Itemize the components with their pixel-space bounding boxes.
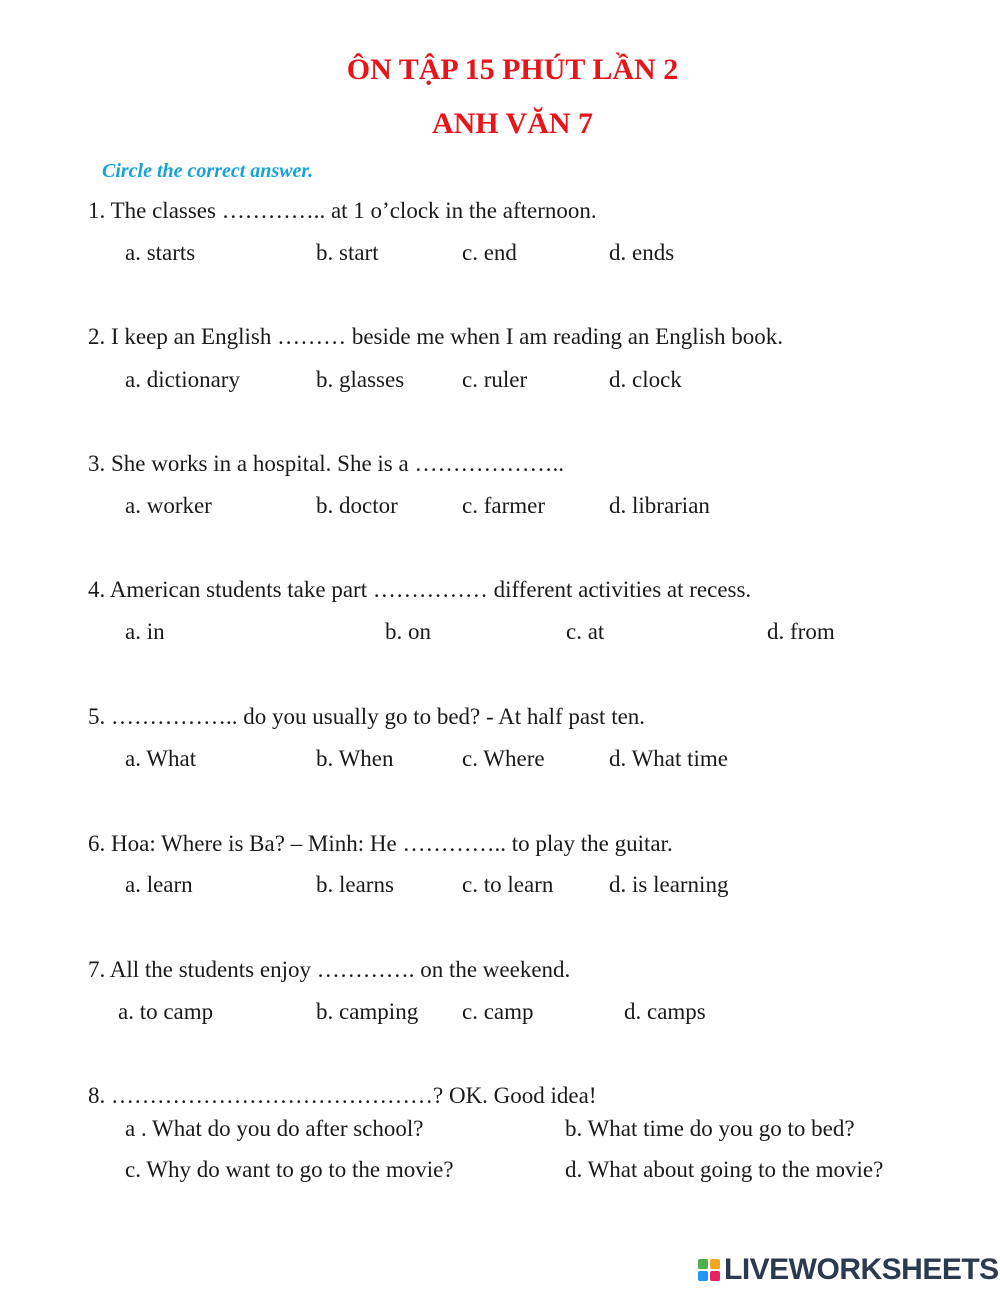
q2-option-b[interactable]: b. glasses [316,367,405,392]
q3-option-b[interactable]: b. doctor [316,493,398,518]
question-6: 6. Hoa: Where is Ba? – Minh: He ………….. to play the guitar. [88,831,673,856]
question-8: 8. ……………………………………? OK. Good idea! [88,1083,597,1108]
question-5: 5. …………….. do you usually go to bed? - At half past ten. [88,704,646,729]
logo-square-2 [710,1259,720,1269]
q5-option-a[interactable]: a. What [125,746,197,771]
q3-option-c[interactable]: c. farmer [462,493,545,518]
worksheet-subtitle: ANH VĂN 7 [431,107,594,140]
worksheet-title: ÔN TẬP 15 PHÚT LẦN 2 [346,53,679,86]
q4-option-c[interactable]: c. at [566,619,605,644]
logo-square-1 [698,1259,708,1269]
q8-option-c[interactable]: c. Why do want to go to the movie? [125,1157,454,1182]
q1-option-b[interactable]: b. start [316,240,379,265]
logo-square-4 [710,1271,720,1281]
q7-option-c[interactable]: c. camp [462,999,534,1024]
q6-option-c[interactable]: c. to learn [462,872,554,897]
q3-option-d[interactable]: d. librarian [609,493,710,518]
q8-option-b[interactable]: b. What time do you go to bed? [565,1116,855,1141]
question-1: 1. The classes ………….. at 1 o’clock in the afternoon. [88,198,597,223]
q6-option-a[interactable]: a. learn [125,872,193,897]
q7-option-a[interactable]: a. to camp [118,999,214,1024]
q2-option-c[interactable]: c. ruler [462,367,528,392]
q7-option-b[interactable]: b. camping [316,999,419,1024]
logo-text: LIVEWORKSHEETS [724,1253,999,1286]
question-7: 7. All the students enjoy …………. on the weekend. [88,957,571,982]
instruction-text: Circle the correct answer. [102,160,314,182]
question-2: 2. I keep an English ……… beside me when I am reading an English book. [88,324,783,349]
question-4: 4. American students take part …………… different activities at recess. [88,577,752,602]
q6-option-d[interactable]: d. is learning [609,872,729,897]
q1-option-d[interactable]: d. ends [609,240,675,265]
logo-mark-icon [698,1259,720,1281]
liveworksheets-logo [698,1254,999,1286]
q3-option-a[interactable]: a. worker [125,493,212,518]
q5-option-c[interactable]: c. Where [462,746,545,771]
q1-option-c[interactable]: c. end [462,240,517,265]
q4-option-a[interactable]: a. in [125,619,165,644]
q4-option-b[interactable]: b. on [385,619,431,644]
q1-option-a[interactable]: a. starts [125,240,196,265]
q8-option-a[interactable]: a . What do you do after school? [125,1116,424,1141]
q2-option-a[interactable]: a. dictionary [125,367,240,392]
q5-option-d[interactable]: d. What time [609,746,729,771]
logo-square-3 [698,1271,708,1281]
q6-option-b[interactable]: b. learns [316,872,394,897]
question-3: 3. She works in a hospital. She is a ……………….. [88,451,564,476]
q4-option-d[interactable]: d. from [767,619,835,644]
q7-option-d[interactable]: d. camps [624,999,706,1024]
q8-option-d[interactable]: d. What about going to the movie? [565,1157,884,1182]
q2-option-d[interactable]: d. clock [609,367,682,392]
q5-option-b[interactable]: b. When [316,746,394,771]
